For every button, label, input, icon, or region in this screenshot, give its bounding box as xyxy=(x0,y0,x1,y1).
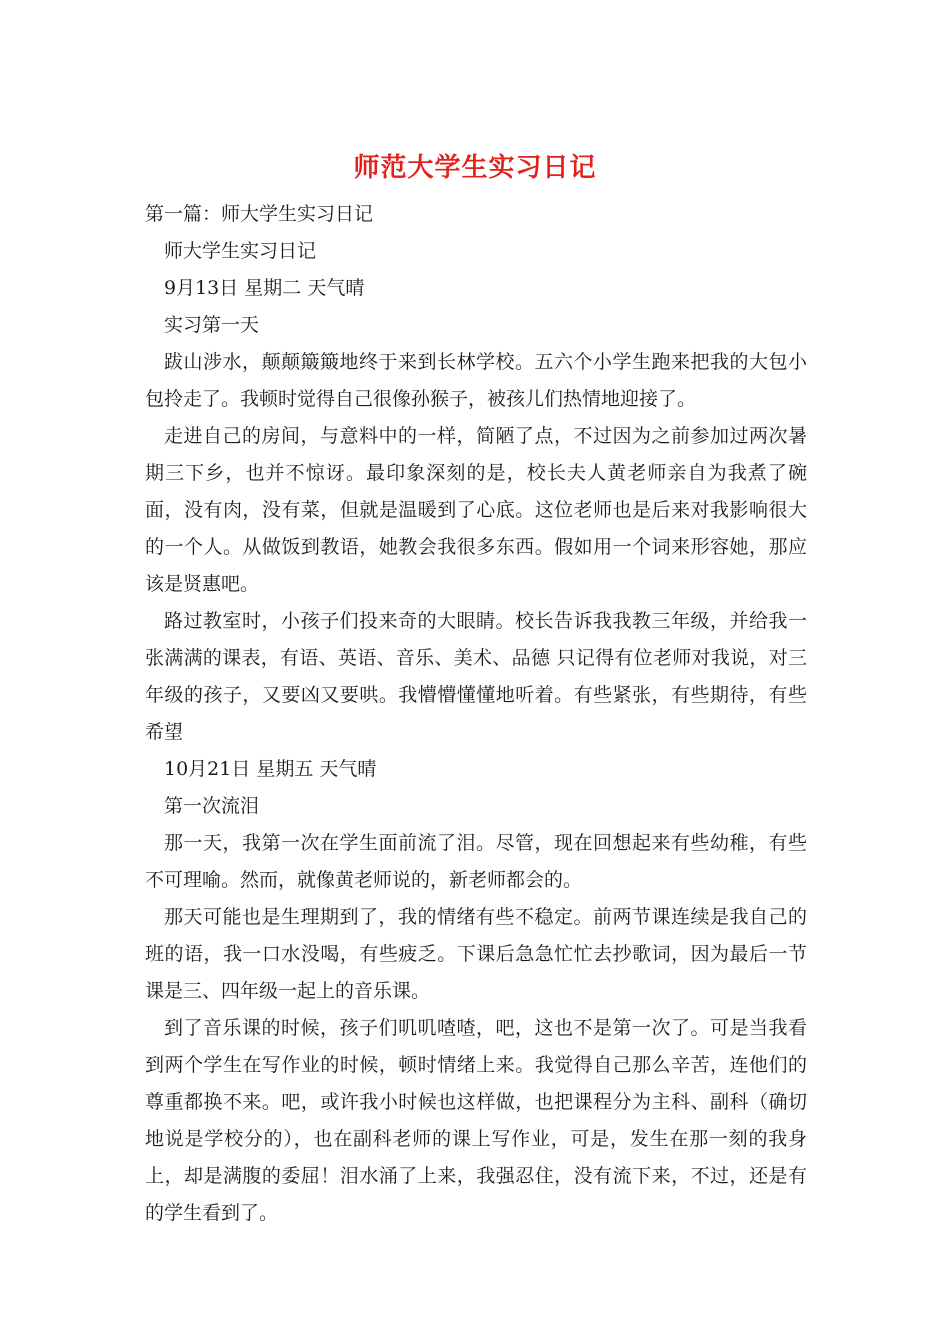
document-title: 师范大学生实习日记 xyxy=(353,153,597,183)
entry2-paragraph: 那一天，我第一次在学生面前流了泪。尽管，现在回想起来有些幼稚，有些不可理喻。然而，就像黄老师说的，新老师都会的。 xyxy=(145,832,807,891)
entry2-date-line: 10月21日 星期五 天气晴 xyxy=(164,758,377,780)
document-body xyxy=(145,196,807,1232)
entry1-paragraph: 路过教室时，小孩子们投来奇的大眼睛。校长告诉我我教三年级，并给我一张满满的课表，有语、英语、音乐、美术、品德 只记得有位老师对我说，对三年级的孩子，又要凶又要哄。我懵懵懂懂地听着。有些紧张，有些期待，有些希望 xyxy=(145,610,807,743)
entry2-heading: 第一次流泪 xyxy=(164,795,260,817)
section-heading: 第一篇：师大学生实习日记 xyxy=(145,203,374,225)
entry1-heading: 实习第一天 xyxy=(164,314,260,336)
diary-subtitle: 师大学生实习日记 xyxy=(164,240,317,262)
entry1-paragraph: 跋山涉水，颠颠簸簸地终于来到长林学校。五六个小学生跑来把我的大包小包拎走了。我顿时觉得自己很像孙猴子，被孩儿们热情地迎接了。 xyxy=(145,351,807,410)
entry1-paragraph: 走进自己的房间，与意料中的一样，简陋了点，不过因为之前参加过两次暑期三下乡，也并不惊讶。最印象深刻的是，校长夫人黄老师亲自为我煮了碗面，没有肉，没有菜，但就是温暖到了心底。这位老师也是后来对我影响很大的一个人。从做饭到教语，她教会我很多东西。假如用一个词来形容她，那应该是贤惠吧。 xyxy=(145,425,807,595)
entry2-paragraph: 到了音乐课的时候，孩子们叽叽喳喳，吧，这也不是第一次了。可是当我看到两个学生在写作业的时候，顿时情绪上来。我觉得自己那么辛苦，连他们的尊重都换不来。吧，或许我小时候也这样做，也把课程分为主科、副科（确切地说是学校分的），也在副科老师的课上写作业，可是，发生在那一刻的我身上，却是满腹的委屈！泪水涌了上来，我强忍住，没有流下来，不过，还是有的学生看到了。 xyxy=(145,1017,807,1224)
entry1-date-line: 9月13日 星期二 天气晴 xyxy=(164,277,365,299)
entry2-paragraph: 那天可能也是生理期到了，我的情绪有些不稳定。前两节课连续是我自己的班的语，我一口水没喝，有些疲乏。下课后急急忙忙去抄歌词，因为最后一节课是三、四年级一起上的音乐课。 xyxy=(145,906,807,1002)
